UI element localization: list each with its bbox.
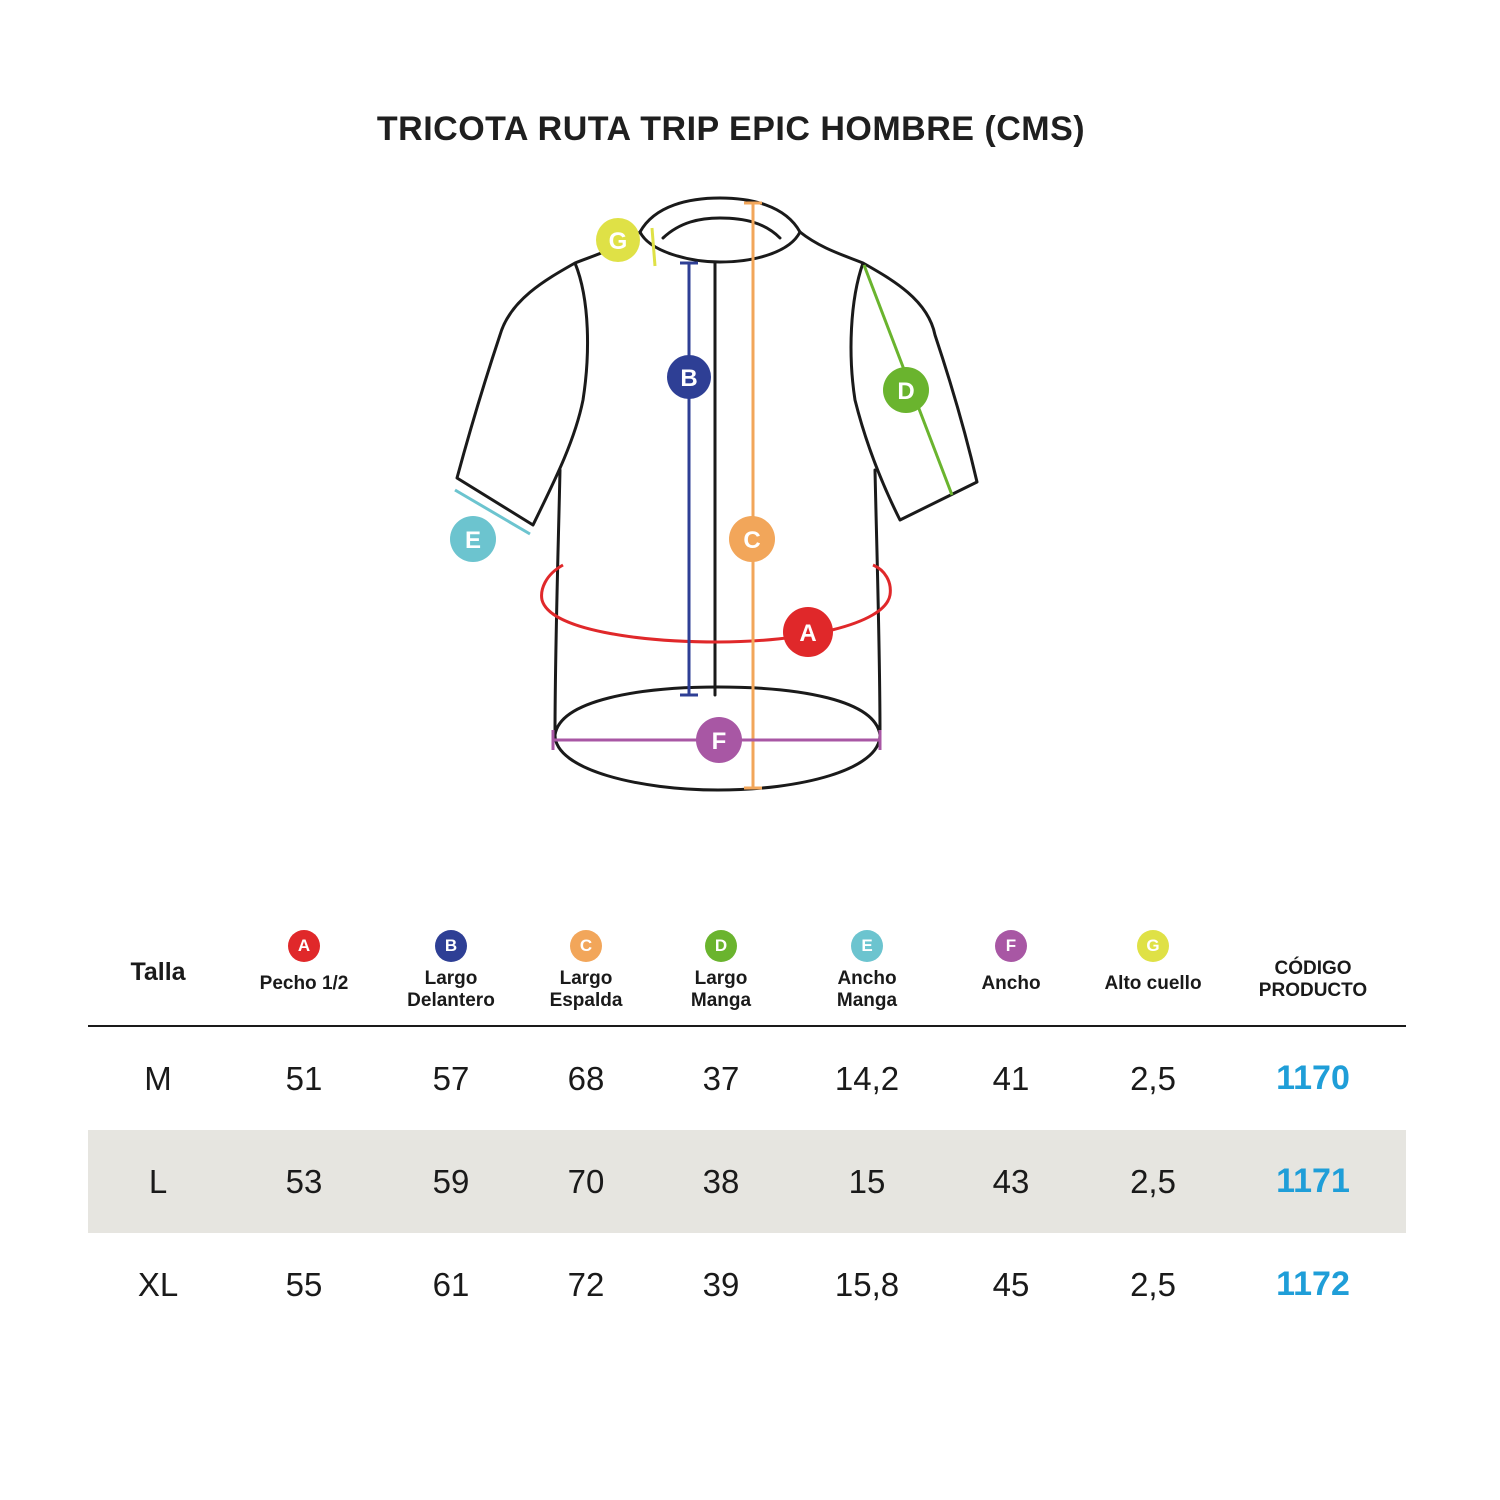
back-length-line	[744, 203, 762, 788]
collar-outline	[640, 198, 800, 232]
value-cell: 39	[702, 1266, 740, 1303]
marker-d	[883, 367, 929, 413]
header-label: Largo Delantero	[407, 968, 495, 1011]
value-cell: 43	[992, 1163, 1030, 1200]
value-cell: 61	[432, 1266, 470, 1303]
value-cell: 72	[567, 1266, 605, 1303]
table-row	[88, 1130, 1406, 1233]
marker-c-icon: C	[570, 930, 602, 962]
header-label: Pecho 1/2	[259, 973, 349, 994]
value-cell: 41	[992, 1060, 1030, 1097]
collar-height-line	[652, 228, 655, 266]
value-cell: 14,2	[834, 1060, 900, 1097]
svg-text:G: G	[608, 228, 628, 255]
header-ancho-manga	[796, 925, 938, 1025]
jersey-diagram	[430, 190, 1010, 810]
value-cell: 70	[567, 1163, 605, 1200]
marker-d-icon: D	[705, 930, 737, 962]
product-code-cell: 1170	[1276, 1059, 1350, 1097]
value-cell: 38	[702, 1163, 740, 1200]
header-largo-manga	[650, 925, 792, 1025]
table-header	[88, 925, 1406, 1027]
marker-b	[667, 355, 711, 399]
header-label: Largo Espalda	[549, 968, 623, 1011]
marker-b-icon: B	[435, 930, 467, 962]
front-length-line	[680, 263, 698, 695]
value-cell: 57	[432, 1060, 470, 1097]
value-cell: 53	[285, 1163, 323, 1200]
table-row	[88, 1233, 1406, 1336]
header-ancho	[940, 925, 1082, 1025]
value-cell: 2,5	[1130, 1266, 1176, 1303]
product-code-cell: 1171	[1276, 1162, 1350, 1200]
value-cell: 2,5	[1130, 1060, 1176, 1097]
marker-c	[729, 516, 775, 562]
size-cell: XL	[137, 1266, 179, 1303]
header-pecho	[233, 925, 375, 1025]
size-table	[88, 925, 1406, 1336]
svg-text:C: C	[743, 527, 761, 554]
marker-f-icon: F	[995, 930, 1027, 962]
marker-a	[783, 607, 833, 657]
marker-g	[596, 218, 640, 262]
marker-a-icon: A	[288, 930, 320, 962]
marker-e-icon: E	[851, 930, 883, 962]
value-cell: 15	[848, 1163, 886, 1200]
product-code-cell: 1172	[1276, 1265, 1350, 1303]
svg-text:A: A	[799, 620, 817, 647]
header-largo-espalda	[515, 925, 657, 1025]
value-cell: 15,8	[834, 1266, 900, 1303]
page-title: TRICOTA RUTA TRIP EPIC HOMBRE (CMS)	[376, 110, 1086, 148]
svg-text:E: E	[464, 527, 482, 554]
marker-g-icon: G	[1137, 930, 1169, 962]
header-codigo-producto	[1238, 925, 1388, 1025]
header-label: Ancho Manga	[836, 968, 898, 1011]
value-cell: 45	[992, 1266, 1030, 1303]
table-row	[88, 1027, 1406, 1130]
marker-e	[450, 516, 496, 562]
svg-text:F: F	[711, 728, 727, 755]
marker-f	[696, 717, 742, 763]
value-cell: 68	[567, 1060, 605, 1097]
header-alto-cuello	[1082, 925, 1224, 1025]
svg-text:B: B	[680, 365, 698, 392]
left-sleeve-outline	[457, 232, 640, 525]
header-label: Ancho	[981, 973, 1041, 994]
value-cell: 59	[432, 1163, 470, 1200]
value-cell: 55	[285, 1266, 323, 1303]
svg-text:D: D	[897, 378, 915, 405]
header-label: CÓDIGO PRODUCTO	[1258, 958, 1368, 1001]
header-label: Largo Manga	[690, 968, 752, 1011]
header-largo-delantero	[380, 925, 522, 1025]
header-label: Alto cuello	[1104, 973, 1202, 994]
value-cell: 2,5	[1130, 1163, 1176, 1200]
header-talla: Talla	[130, 958, 186, 986]
size-cell: M	[144, 1060, 172, 1097]
size-cell: L	[148, 1163, 168, 1200]
value-cell: 37	[702, 1060, 740, 1097]
value-cell: 51	[285, 1060, 323, 1097]
